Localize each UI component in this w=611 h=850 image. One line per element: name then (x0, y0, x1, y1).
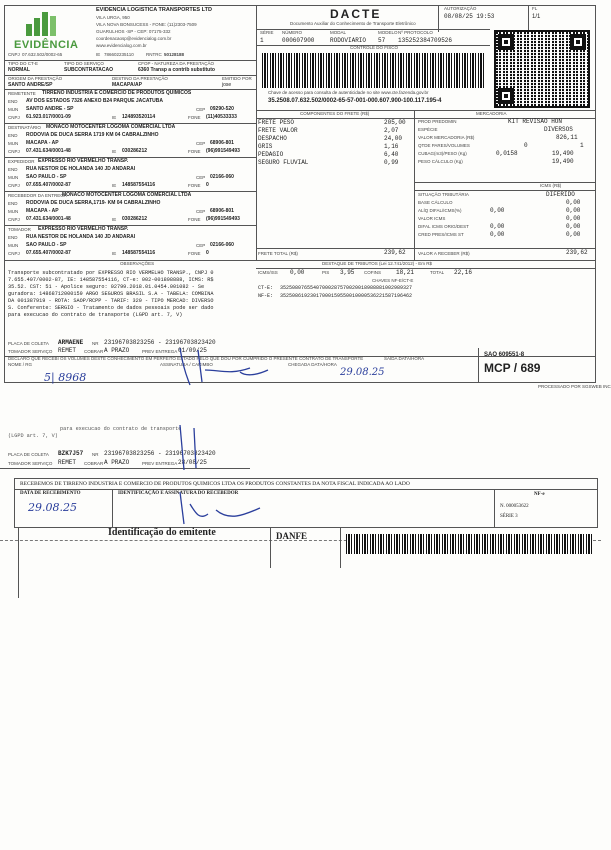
base-label: BASE CÁLCULO (418, 200, 453, 205)
componente-name: DESPACHO (258, 135, 287, 142)
second-tomador: REMET (58, 459, 77, 466)
componente-name: GRIS (258, 143, 273, 150)
expedidor-name: EXPRESSO RIO VERMELHO TRANSP. (38, 158, 129, 164)
nome-label: NOME / RG (8, 362, 33, 367)
recebedor-mun-label: MUN (8, 209, 19, 214)
modal: RODOVIARIO (330, 37, 367, 44)
especie: DIVERSOS (544, 126, 573, 133)
ident-label: IDENTIFICAÇÃO E ASSINATURA DO RECEBEDOR (118, 491, 239, 496)
componente-value: 1,16 (384, 143, 399, 150)
icms-label: ICMS (R$) (540, 183, 562, 188)
destinatario-fone: (96)991549493 (206, 148, 240, 154)
cred-b: 0,00 (566, 231, 581, 238)
chaves-label: CHAVES NF-E/CT-E (372, 278, 414, 283)
nfe-stub-num: N. 000053622 (500, 504, 529, 509)
recebedor-end-label: END (8, 201, 18, 206)
base: 0,00 (566, 199, 581, 206)
qr-code-icon (494, 30, 590, 108)
sao-number: SAO 609551-8 (484, 352, 525, 358)
expedidor-mun: SAO PAULO - SP (26, 174, 67, 180)
recebedor-ie-label: IE (112, 217, 117, 222)
expedidor-cnpj: 07.655.407/0002-87 (26, 182, 71, 188)
signature-danfe (160, 484, 280, 532)
nfe-key: 35250861923017000159550010000536221587196462 (280, 293, 413, 299)
chegada-label: CHEGADA DATA/HORA (288, 362, 337, 367)
obs-line2: 7.655.407/0002-87, IE: 148587554116, CT-e: 002-001898888, ICMS: R$ (8, 277, 214, 283)
destinatario-fone-label: FONE (188, 149, 201, 154)
obs-line5: DA 001387919 - ROTA: SAOP/RCPP - TARIF: 320 - TIPO MERCAD: DIVERSO (8, 298, 214, 304)
nr: 23196703823256 - 23196703823420 (104, 339, 216, 346)
declaracao: DECLARO QUE RECEBI OS VOLUMES DESTE CONHECIMENTO EM PERFEITO ESTADO PELO QUE DOU POR CUMPRIDO O PRESENTE CONTRATO DE TRANSPORTE (8, 356, 364, 361)
obs-line1: Transporte subcontratado por EXPRESSO RIO VERMELHO TRANSP., CNPJ 0 (8, 270, 214, 276)
prod-label: PROD PREDOMIN (418, 119, 457, 124)
second-cobrar-label: COBRAR (84, 461, 104, 466)
placa-label: PLACA DE COLETA (8, 341, 49, 346)
logo-text: EVIDÊNCIA (14, 39, 79, 51)
componente-name: SEGURO FLUVIAL (258, 159, 309, 166)
destinatario-mun-label: MUN (8, 141, 19, 146)
tomador-mun-label: MUN (8, 243, 19, 248)
nfe-stub-serie: SÉRIE 3 (500, 514, 518, 519)
valor-icms-label: VALOR ICMS (418, 216, 446, 221)
frag-line: para execucao do contrato de transporte (60, 426, 182, 432)
cobrar-label: COBRAR (84, 349, 104, 354)
remetente-fone-label: FONE (188, 115, 201, 120)
issuer-cnpj-label: CNPJ (8, 52, 20, 57)
second-prev-label: PREV ENTREGA (142, 461, 178, 466)
recebedor-ie: 030286212 (122, 216, 148, 222)
destino: MACAPA/AP (112, 82, 142, 88)
qtde-b: 1 (580, 142, 584, 149)
tomador-label: TOMADOR (8, 227, 31, 232)
danfe-title: DANFE (276, 531, 307, 541)
cte-key: 35250807655407000287570020018988881002989327 (280, 285, 413, 291)
peso-calc: 19,490 (552, 158, 574, 165)
issuer-address3: GUARULHOS -SP - CEP: 07175-332 (96, 29, 171, 34)
obs-line6: S. Conferente: SERGIO - Tratamento de dados pessoais pode ser dado (8, 305, 214, 311)
remetente-cep: 09290-520 (210, 106, 234, 112)
valor-merc: 826,11 (556, 134, 578, 141)
recebedor-name: MONACO MOTOCENTER LOGOMA COMERCIAL LTDA (62, 192, 192, 198)
danfe-barcode (346, 534, 592, 554)
logo-mark-icon (26, 10, 66, 36)
dacte-subtitle: Documento Auxiliar do Conhecimento de Transporte Eletrônico (290, 21, 416, 26)
signature-mid (170, 420, 230, 480)
recebedor-mun: MACAPA - AP (26, 208, 59, 214)
mcp-number: MCP / 689 (484, 361, 541, 375)
obs-total-label: TOTAL (430, 270, 445, 275)
nr-label: NR (92, 341, 99, 346)
issuer-address2: VILA NOVA BONSUCESS - FONE: (11)2303-7509 (96, 22, 197, 27)
ident-emitente: Identificação do emitente (108, 527, 216, 538)
nfe-label: NF-E: (258, 293, 274, 299)
frag-line2: (LGPD art. 7, V) (8, 433, 58, 439)
qtde-a: 0 (524, 142, 528, 149)
emitido-label: EMITIDO POR (222, 76, 252, 81)
cred-a: 0,00 (490, 231, 505, 238)
data-receb-handwritten: 29.08.25 (28, 501, 77, 514)
obs-label: OBSERVAÇÕES (120, 261, 155, 266)
tomador-fone: 0 (206, 250, 209, 256)
nfe-stub-label: NF-e (534, 492, 545, 497)
aliq: 0,00 (490, 207, 505, 214)
valor-icms: 0,00 (566, 215, 581, 222)
issuer-ie: 786602235110 (104, 52, 134, 57)
destinatario-mun: MACAPA - AP (26, 140, 59, 146)
obs-total: 22,16 (454, 269, 473, 276)
signature-top (150, 340, 290, 390)
second-nr: 23196703823256 - 23196703823420 (104, 450, 216, 457)
recebedor-fone: (96)991549493 (206, 216, 240, 222)
valor-merc-label: VALOR MERCADORIA (R$) (418, 135, 475, 140)
remetente-name: TIRRENO INDUSTRIA E COMERCIO DE PRODUTOS QUIMICOS (42, 90, 192, 96)
second-placa-label: PLACA DE COLETA (8, 452, 49, 457)
componente-value: 205,00 (384, 119, 406, 126)
recebedor-fone-label: FONE (188, 217, 201, 222)
tomador-cnpj: 07.655.407/0002-87 (26, 250, 71, 256)
issuer-email: coordenacaosp@evidencialog.com.br (96, 36, 172, 41)
recebedor-cep: 68906-801 (210, 208, 234, 214)
tomador-cep: 02166-060 (210, 242, 234, 248)
numero: 000607900 (282, 37, 315, 44)
placa: ARMAENE (58, 339, 84, 346)
obs-icms-label: ICMS/ISS (258, 270, 278, 275)
protocolo: 135252384709526 (398, 37, 453, 44)
expedidor-cep: 02166-060 (210, 174, 234, 180)
frete-total-label: FRETE TOTAL (R$) (258, 251, 298, 256)
destinatario-cep-label: CEP (196, 141, 206, 146)
tributos-label: DESTAQUE DE TRIBUTOS (Lei 12.741/2012) - Em R$ (322, 261, 433, 266)
cte-label: CT-E: (258, 285, 274, 291)
aliq2: 0,00 (566, 207, 581, 214)
difal-label: DIFAL ICMS ORIG/DEST (418, 224, 469, 229)
componente-value: 6,40 (384, 151, 399, 158)
issuer-rntrc-label: RNTRC (146, 52, 162, 57)
componente-name: FRETE VALOR (258, 127, 298, 134)
autorizacao-label: AUTORIZAÇÃO (444, 6, 477, 11)
issuer-cnpj: 07.632.502/0002-65 (22, 52, 63, 57)
expedidor-cnpj-label: CNPJ (8, 183, 20, 188)
frete-total: 239,62 (384, 249, 406, 256)
tomador-cep-label: CEP (196, 243, 206, 248)
origem-label: ORIGEM DA PRESTAÇÃO (8, 76, 63, 81)
destinatario-cep: 68906-801 (210, 140, 234, 146)
data-receb-label: DATA DE RECEBIMENTO (20, 491, 81, 496)
destinatario-name: MONACO MOTOCENTER LOGOMA COMERCIAL LTDA (46, 124, 176, 130)
componente-name: FRETE PESO (258, 119, 295, 126)
especie-label: ESPÉCIE (418, 127, 438, 132)
destinatario-ie-label: IE (112, 149, 117, 154)
tomador-fone-label: FONE (188, 251, 201, 256)
fl-label: FL (532, 6, 538, 11)
obs-pis: 3,95 (340, 269, 355, 276)
origem: SANTO ANDRE/SP (8, 82, 53, 88)
componente-value: 2,07 (384, 127, 399, 134)
second-prev: 28/08/25 (178, 459, 207, 466)
second-nr-label: NR (92, 452, 99, 457)
prod: KIT REVISAO HON (508, 118, 563, 125)
obs-cofins-label: COFINS (364, 270, 382, 275)
obs-line3: 35.52. CST: 51 - Apolice seguro: 02799.2018.01.0454.001082 - Se (8, 284, 205, 290)
dacte-title: DACTE (330, 7, 382, 21)
remetente-ie: 124893520114 (122, 114, 156, 120)
saida-handwritten: 29.08.25 (340, 367, 385, 378)
chave-barcode (262, 53, 484, 88)
recebedor-cnpj-label: CNPJ (8, 217, 20, 222)
componentes-label: COMPONENTES DO FRETE (R$) (300, 111, 370, 116)
recebedor-cnpj: 07.431.634/0001-48 (26, 216, 71, 222)
recebedor-cep-label: CEP (196, 209, 206, 214)
second-tomador-label: TOMADOR SERVIÇO (8, 461, 53, 466)
recebemos: RECEBEMOS DE TIRRENO INDUSTRIA E COMERCIO DE PRODUTOS QUIMICOS LTDA OS PRODUTOS CONSTANTES DA NOTA FISCAL INDICADA AO LADO (20, 481, 410, 487)
expedidor-end-label: END (8, 167, 18, 172)
obs-cofins: 18,21 (396, 269, 415, 276)
tomador-end: RUA NESTOR DE HOLANDA 140 JD ANDARAI (26, 234, 136, 240)
tomador-cnpj-label: CNPJ (8, 251, 20, 256)
difal-b: 0,00 (566, 223, 581, 230)
tipo-cte-label: TIPO DO CT-E (8, 61, 39, 66)
tomador-end-label: END (8, 235, 18, 240)
destinatario-end: RODOVIA DE DUCA SERRA 1719 KM 04 CABRALZINHO (26, 132, 159, 138)
cfop-label: CFOP - NATUREZA DA PRESTAÇÃO (138, 61, 215, 66)
modal-label: MODAL (330, 30, 347, 35)
expedidor-cep-label: CEP (196, 175, 206, 180)
valor-receber-label: VALOR A RECEBER (R$) (418, 251, 470, 256)
chave: 35.2508.07.632.502/0002-65-57-001-000.607.900-100.117.195-4 (268, 98, 442, 104)
issuer-address1: VILA URGA, 950 (96, 15, 130, 20)
mercadoria-label: MERCADORIA (476, 111, 507, 116)
cubag-b: 19,490 (552, 150, 574, 157)
situacao: DIFERIDO (546, 191, 575, 198)
remetente-cnpj-label: CNPJ (8, 115, 20, 120)
issuer-ie-label: IE (96, 52, 101, 57)
expedidor-end: RUA NESTOR DE HOLANDA 140 JD ANDARAI (26, 166, 136, 172)
remetente-end: AV DOS ESTADOS 7326 ANEXO B24 PARQUE JACATUBA (26, 98, 163, 104)
cfop: 6360 Transp a contrib substituto (138, 67, 215, 73)
expedidor-mun-label: MUN (8, 175, 19, 180)
tipo-cte: NORMAL (8, 67, 30, 73)
expedidor-ie-label: IE (112, 183, 117, 188)
destinatario-cnpj: 07.431.634/0001-48 (26, 148, 71, 154)
issuer-name: EVIDENCIA LOGISTICA TRANSPORTES LTD (96, 7, 212, 13)
expedidor-ie: 148587554116 (122, 182, 156, 188)
prev: 01/09/25 (178, 347, 207, 354)
expedidor-fone: 0 (206, 182, 209, 188)
difal-a: 0,00 (490, 223, 505, 230)
peso-calc-label: PESO CÁLCULO (Kg) (418, 159, 463, 164)
destinatario-ie: 030286212 (122, 148, 148, 154)
destinatario-cnpj-label: CNPJ (8, 149, 20, 154)
qtde-label: QTDE PARES/VOLUMES (418, 143, 470, 148)
cubag-label: CUBAG(m3)/PESO (Kg) (418, 151, 467, 156)
componente-name: PEDAGIO (258, 151, 284, 158)
numero-label: NÚMERO (282, 30, 302, 35)
recebedor-label: RECEBEDOR DA ENTREGA (8, 193, 67, 198)
recebedor-end: RODOVIA DE DUCA SERRA,1719- KM 04 CABRALZINHO (26, 200, 161, 206)
autorizacao: 08/08/25 19:53 (444, 13, 495, 20)
remetente-ie-label: IE (112, 115, 117, 120)
remetente-mun-label: MUN (8, 107, 19, 112)
destinatario-label: DESTINATÁRIO (8, 125, 41, 130)
valor-receber: 239,62 (566, 249, 588, 256)
serie: 1 (260, 37, 264, 44)
remetente-fone: (11)40533333 (206, 114, 237, 120)
aliq-label: ALÍQ DIFAL/ICMS(%) (418, 208, 462, 213)
componente-value: 24,00 (384, 135, 403, 142)
obs-pis-label: PIS (322, 270, 330, 275)
expedidor-label: EXPEDIDOR (8, 159, 35, 164)
remetente-label: REMETENTE (8, 91, 36, 96)
issuer-site: www.evidencialog.com.br (96, 43, 147, 48)
fl: 1/1 (532, 14, 541, 20)
tomador-ie-label: IE (112, 251, 117, 256)
cobrar: A PRAZO (104, 347, 130, 354)
assinatura-label: ASSINATURA / CARIMBO (160, 362, 213, 367)
serie-label: SÉRIE (260, 30, 274, 35)
componente-value: 0,99 (384, 159, 399, 166)
obs-icms: 0,00 (290, 269, 305, 276)
tipo-servico: SUBCONTRATACAO (64, 67, 113, 73)
emitido: jose (222, 82, 232, 88)
nome-handwritten: 5| 8968 (44, 371, 87, 384)
remetente-mun: SANTO ANDRE - SP (26, 106, 74, 112)
controle-fisco-label: CONTROLE DO FISCO (350, 45, 399, 50)
tomador-ie: 148587554116 (122, 250, 156, 256)
obs-line7: para execucao do contrato de transporte (LGPD art. 7, V) (8, 312, 183, 318)
destino-label: DESTINO DA PRESTAÇÃO (112, 76, 168, 81)
remetente-cep-label: CEP (196, 107, 206, 112)
expedidor-fone-label: FONE (188, 183, 201, 188)
tomador-name: EXPRESSO RIO VERMELHO TRANSP. (38, 226, 129, 232)
cred-label: CRED PRES/ICMS ST (418, 232, 464, 237)
tomador-mun: SAO PAULO - SP (26, 242, 67, 248)
destinatario-end-label: END (8, 133, 18, 138)
saida-label: SAÍDA DATA/HORA (384, 356, 425, 361)
modelo-label: MODELO (378, 30, 398, 35)
tomador-servico: REMET (58, 347, 77, 354)
tipo-servico-label: TIPO DO SERVIÇO (64, 61, 104, 66)
situacao-label: SITUAÇÃO TRIBUTÁRIA (418, 192, 469, 197)
remetente-end-label: END (8, 99, 18, 104)
issuer-rntrc: 50128188 (164, 52, 185, 57)
second-cobrar: A PRAZO (104, 459, 130, 466)
chave-text: Chave de acesso para consulta de autenticidade no site www.cte.fazenda.gov.br (268, 90, 429, 95)
tomador-servico-label: TOMADOR SERVIÇO (8, 349, 53, 354)
prev-label: PREV ENTREGA (142, 349, 178, 354)
remetente-cnpj: 61.923.017/0001-09 (26, 114, 71, 120)
protocolo-label: Nº PROTOCOLO (398, 30, 433, 35)
obs-line4: guradora: 14868712000159 ARGO SEGUROS BRASIL S.A - TABELA: COMBINA (8, 291, 214, 297)
processado: PROCESSADO POR SGSWEB INC (538, 384, 611, 389)
modelo: 57 (378, 37, 386, 44)
second-placa: BZK7J57 (58, 450, 84, 457)
cubag-a: 0,0158 (496, 150, 518, 157)
